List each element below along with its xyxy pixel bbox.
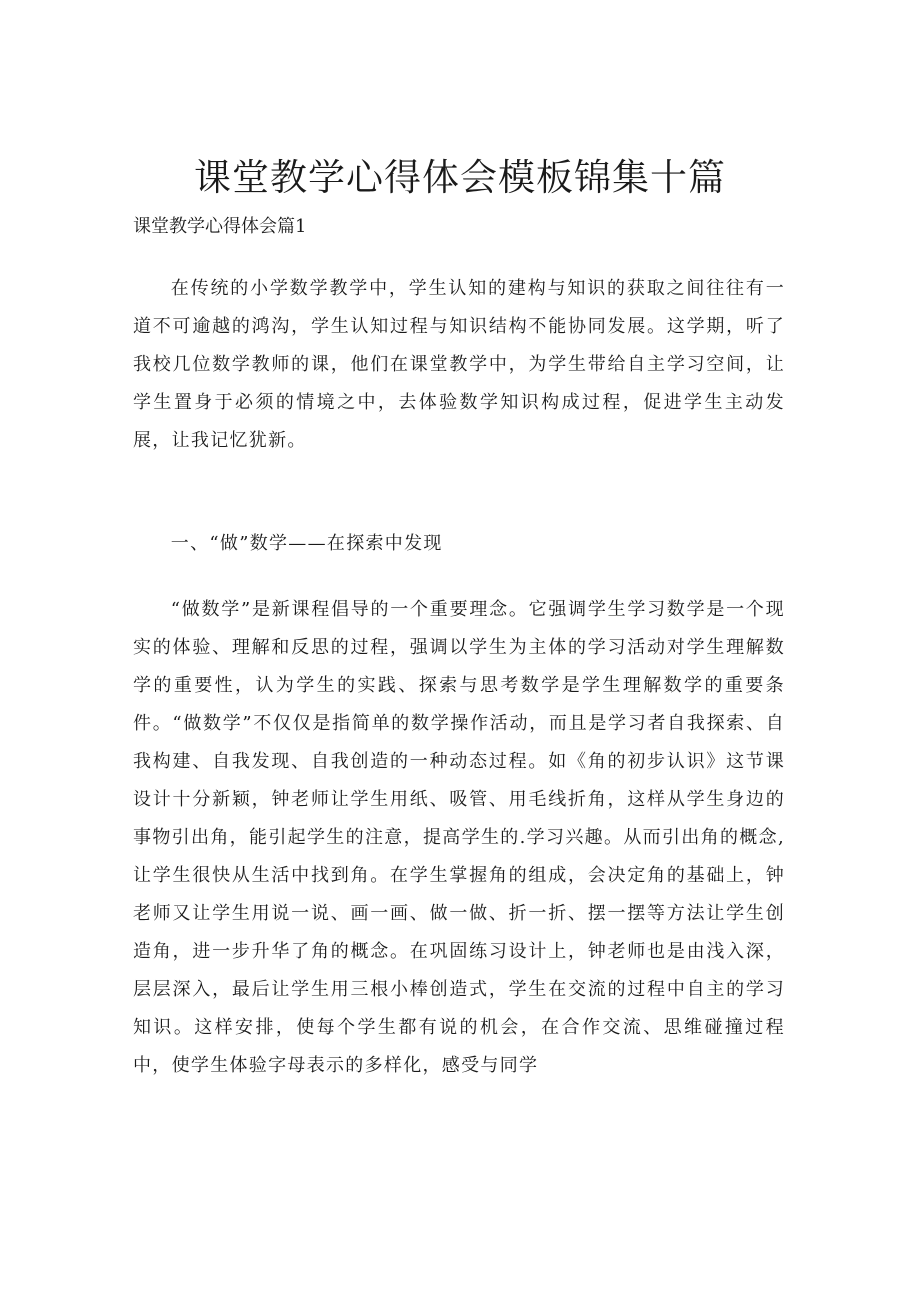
document-title: 课堂教学心得体会模板锦集十篇 [194,156,726,199]
body-paragraph-1: 在传统的小学数学教学中，学生认知的建构与知识的获取之间往往有一道不可逾越的鸿沟，学生认知过程与知识结构不能协同发展。这学期，听了我校几位数学教师的课，他们在课堂教学中，为学生带给自主学习空间，让学生置身于必须的情境之中，去体验数学知识构成过程，促进学生主动发展，让我记忆犹新。 [133,278,785,451]
section-title: 课堂教学心得体会篇1 [133,216,307,237]
subsection-heading: 一、“做”数学——在探索中发现 [170,533,443,554]
body-paragraph-2: “做数学”是新课程倡导的一个重要理念。它强调学生学习数学是一个现实的体验、理解和反思的过程，强调以学生为主体的学习活动对学生理解数学的重要性，认为学生的实践、探索与思考数学是学生理解数学的重要条件。“做数学”不仅仅是指简单的数学操作活动，而且是学习者自我探索、自我构建、自我发现、自我创造的一种动态过程。如《角的初步认识》这节课设计十分新颖，钟老师让学生用纸、吸管、用毛线折角，这样从学生身边的事物引出角，能引起学生的注意，提高学生的.学习兴趣。从而引出角的概念,让学生很快从生活中找到角。在学生掌握角的组成，会决定角的基础上，钟老师又让学生用说一说、画一画、做一做、折一折、摆一摆等方法让学生创造角，进一步升华了角的概念。在巩固练习设计上，钟老师也是由浅入深，层层深入，最后让学生用三根小棒创造式，学生在交流的过程中自主的学习知识。这样安排，使每个学生都有说的机会，在合作交流、思维碰撞过程中，使学生体验字母表示的多样化，感受与同学 [133,599,785,1076]
